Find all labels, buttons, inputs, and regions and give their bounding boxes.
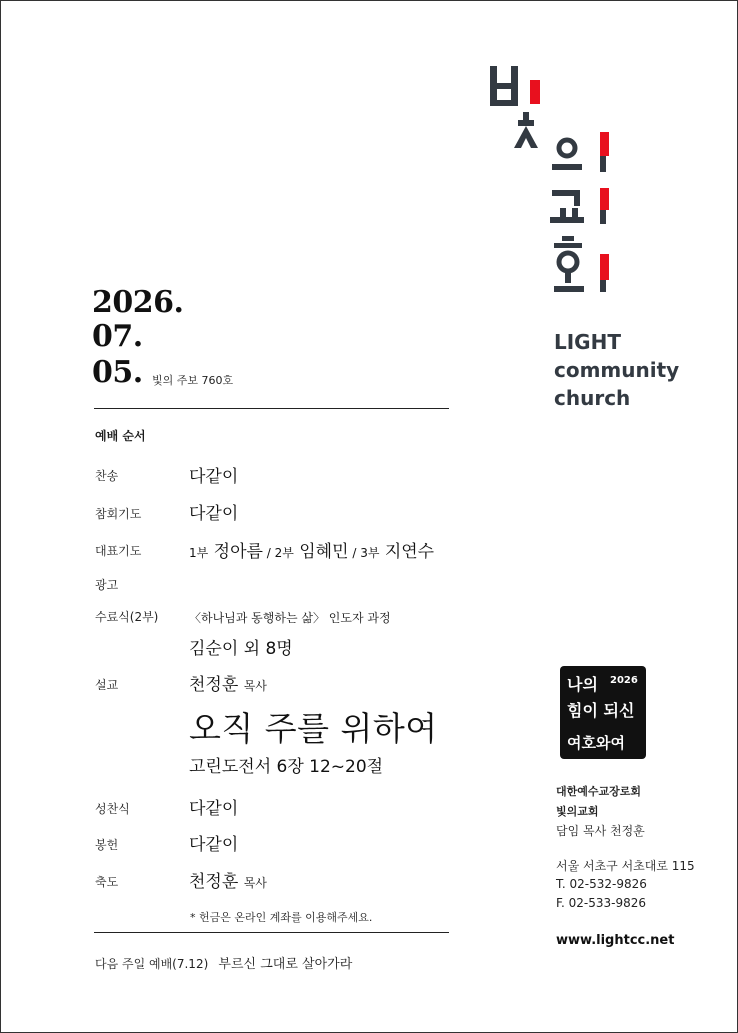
repentance-label: 참회기도 [95,507,142,521]
communion-label: 성찬식 [95,802,130,816]
graduation-course: 〈하나님과 동행하는 삶〉 인도자 과정 [189,611,391,625]
english-name-line-2: community [554,358,680,382]
section-title: 예배 순서 [95,429,146,443]
badge-year: 2026 [610,675,638,686]
pastor: 담임 목사 천정훈 [556,824,645,838]
fax: F. 02-533-9826 [556,896,646,910]
prayer-sep-2: / [348,546,361,560]
sermon-preacher-name: 천정훈 [189,675,239,695]
divider-top [94,408,449,409]
graduation-names: 김순이 외 8명 [189,639,293,659]
year-theme-badge [560,666,646,759]
next-week-lead: 다음 주일 예배(7.12) [95,957,209,971]
website-link[interactable]: www.lightcc.net [556,933,675,948]
badge-line-3: 여호와여 [567,734,625,752]
benediction-title: 목사 [243,876,267,890]
prayer-name-1: 정아름 [213,542,263,562]
sermon-preacher [189,670,267,695]
prayer-label: 대표기도 [95,544,142,558]
church-logo [470,50,630,300]
benediction-value [189,867,267,892]
sermon-preacher-title: 목사 [243,679,267,693]
english-name-line-1: LIGHT [554,330,621,354]
offering-label: 봉헌 [95,838,119,852]
prayer-tag-1: 1부 [189,546,209,560]
sermon-scripture: 고린도전서 6장 12~20절 [189,757,384,777]
next-week-title: 부르신 그대로 살아가라 [218,957,353,972]
telephone: T. 02-532-9826 [556,877,647,891]
repentance-value: 다같이 [189,504,239,524]
prayer-value [189,537,434,562]
sermon-title: 오직 주를 위하여 [189,709,438,748]
hymn-label: 찬송 [95,469,119,483]
denomination: 대한예수교장로회 [556,785,642,798]
prayer-tag-3: 3부 [360,546,380,560]
date-year: 2026. [92,285,184,320]
date-day: 05. [92,355,143,390]
benediction-name: 천정훈 [189,872,239,892]
divider-bottom [94,932,449,933]
date-month: 07. [92,319,143,354]
announce-label: 광고 [95,578,119,592]
prayer-sep-1: / [262,546,275,560]
badge-line-2: 힘이 되신 [567,701,635,720]
badge-line-1: 나의 [567,675,598,694]
prayer-tag-2: 2부 [274,546,294,560]
prayer-name-2: 임혜민 [299,542,349,562]
benediction-label: 축도 [95,875,119,889]
address: 서울 서초구 서초대로 115 [556,859,695,873]
next-week [95,953,352,972]
communion-value: 다같이 [189,799,239,819]
graduation-label: 수료식(2부) [95,610,159,624]
hymn-value: 다같이 [189,467,239,487]
prayer-name-3: 지연수 [384,542,435,562]
sermon-label: 설교 [95,678,119,692]
english-name-line-3: church [554,386,631,410]
offering-value: 다같이 [189,835,239,855]
church-name: 빛의교회 [556,805,599,818]
issue-number: 빛의 주보 760호 [152,374,234,387]
offering-note: * 헌금은 온라인 계좌를 이용해주세요. [190,911,373,924]
